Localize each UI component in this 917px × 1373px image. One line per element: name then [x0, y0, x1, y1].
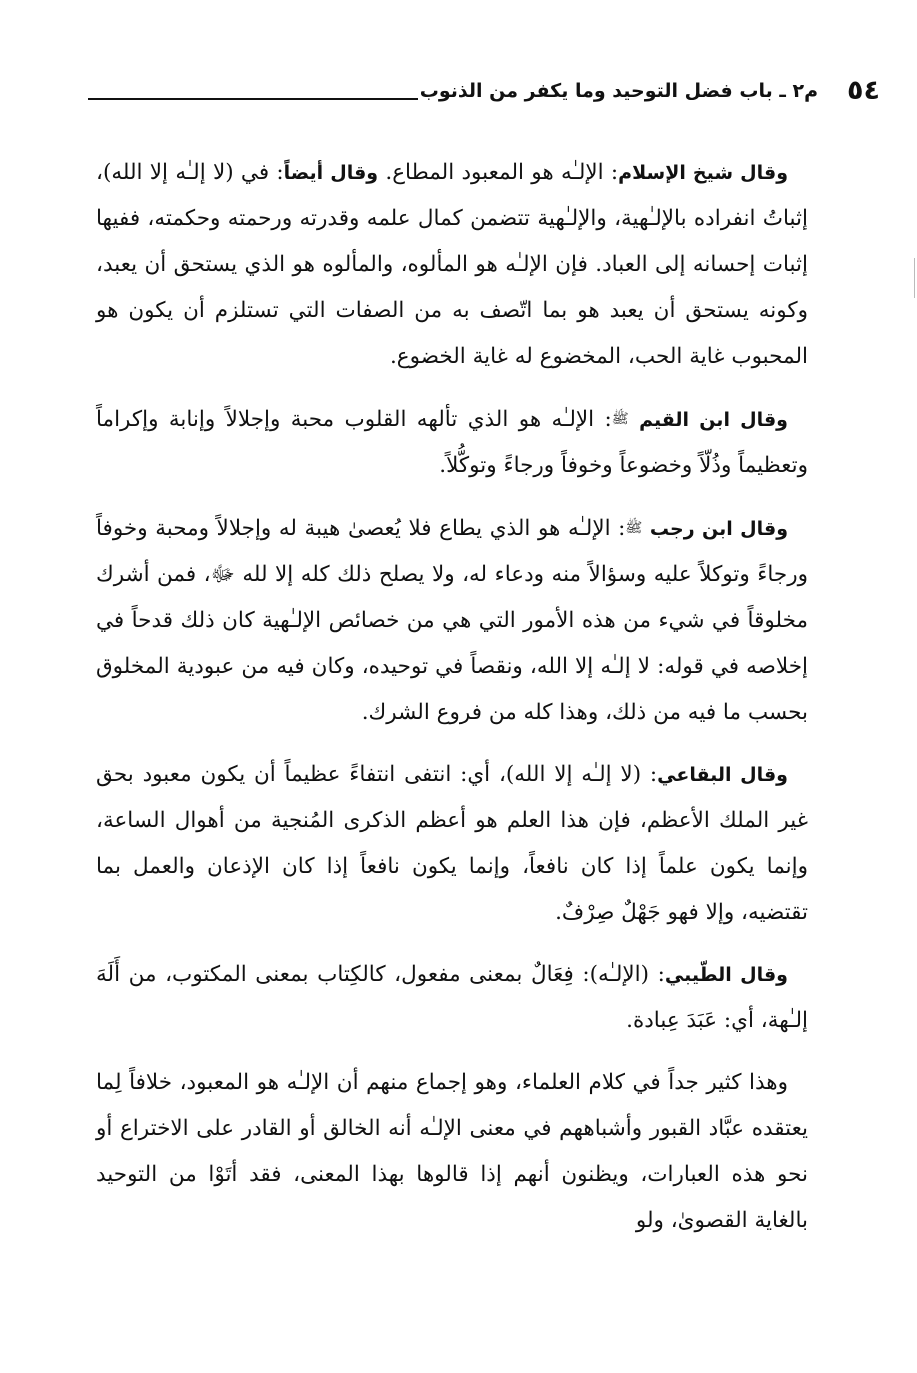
body-text — [96, 150, 808, 1260]
quote-text: : في (لا إلـٰه إلا الله)، إثباتُ انفراده بالإلـٰهية، والإلـٰهية تتضمن كمال علمه وقدرته ورحمته وحكمته، ففيها إثبات إحسانه إلى العباد. فإن الإلـٰه هو المألوه، والمألوه هو الذي يستحق أن يعبد، وكونه يستحق أن يعبد هو بما اتّصف به من الصفات التي تستلزم أن يكون هو المحبوب غاية الحب، المخضوع له غاية الخضوع. — [96, 160, 808, 369]
speaker-label: وقال ابن رجب — [649, 518, 789, 540]
paragraph-al-tibi — [96, 952, 808, 1044]
body-paragraph-text: وهذا كثير جداً في كلام العلماء، وهو إجماع منهم أن الإلـٰه هو المعبود، خلافاً لِما يعتقده عبَّاد القبور وأشباههم في معنى الإلـٰه أنه الخالق أو القادر على الاختراع أو نحو هذه العبارات، ويظنون أنهم إذا قالوها بهذا المعنى، فقد أتَوْا من التوحيد بالغاية القصوىٰ، ولو — [96, 1070, 808, 1233]
paragraph-conclusion — [96, 1060, 808, 1244]
page-number: ٥٤ — [847, 75, 880, 106]
speaker-label: وقال شيخ الإسلام — [618, 162, 789, 184]
honorific-glyph: ﷺ — [625, 520, 643, 536]
speaker-label: وقال الطّيبي — [664, 964, 788, 986]
page-header — [88, 74, 880, 114]
honorific-glyph: ﷺ — [611, 411, 629, 427]
speaker-label: وقال ابن القيم — [639, 409, 788, 431]
quote-text: : (لا إلـٰه إلا الله)، أي: انتفى انتفاءً عظيماً أن يكون معبود بحق غير الملك الأعظم، فإن هذا العلم هو أعظم الذكرى المُنجية من أهوال الساعة، وإنما يكون علماً إذا كان نافعاً، وإنما يكون نافعاً إذا كان الإذعان والعمل بما تقتضيه، وإلا فهو جَهْلٌ صِرْفٌ. — [96, 762, 808, 925]
quote-text: : (الإلـٰه): فِعَالٌ بمعنى مفعول، كالكِتاب بمعنى المكتوب، من أَلَهَ إلـٰهة، أي: عَبَدَ عِبادة. — [96, 962, 808, 1033]
quote-text: : الإلـٰه هو الذي تألهه القلوب محبة وإجلالاً وإنابة وإكراماً وتعظيماً وذُلّاً وخضوعاً وخوفاً ورجاءً وتوكُّلاً. — [96, 407, 808, 478]
paragraph-ibn-al-qayyim — [96, 396, 808, 489]
paragraph-al-biqai — [96, 752, 808, 936]
header-rule — [88, 98, 418, 100]
paragraph-shaykh-al-islam — [96, 150, 808, 380]
paragraph-ibn-rajab — [96, 505, 808, 736]
quote-text: : الإلـٰه هو الذي يطاع فلا يُعصىٰ هيبة له وإجلالاً ومحبة وخوفاً ورجاءً وتوكلاً عليه وسؤالاً منه ودعاء له، ولا يصلح ذلك كله إلا لله ﷻ، فمن أشرك مخلوقاً في شيء من هذه الأمور التي هي من خصائص الإلـٰهية كان ذلك قدحاً في إخلاصه في قوله: لا إلـٰه إلا الله، ونقصاً في توحيده، وكان فيه من عبودية المخلوق بحسب ما فيه من ذلك، وهذا كله من فروع الشرك. — [96, 516, 808, 725]
speaker-label: وقال البقاعي — [657, 764, 788, 786]
speaker-label: وقال أيضاً — [283, 162, 379, 184]
margin-mark — [914, 258, 915, 298]
running-title: م٢ ـ باب فضل التوحيد وما يكفر من الذنوب — [419, 80, 818, 102]
quote-text: : الإلـٰه هو المعبود المطاع. — [378, 160, 619, 185]
